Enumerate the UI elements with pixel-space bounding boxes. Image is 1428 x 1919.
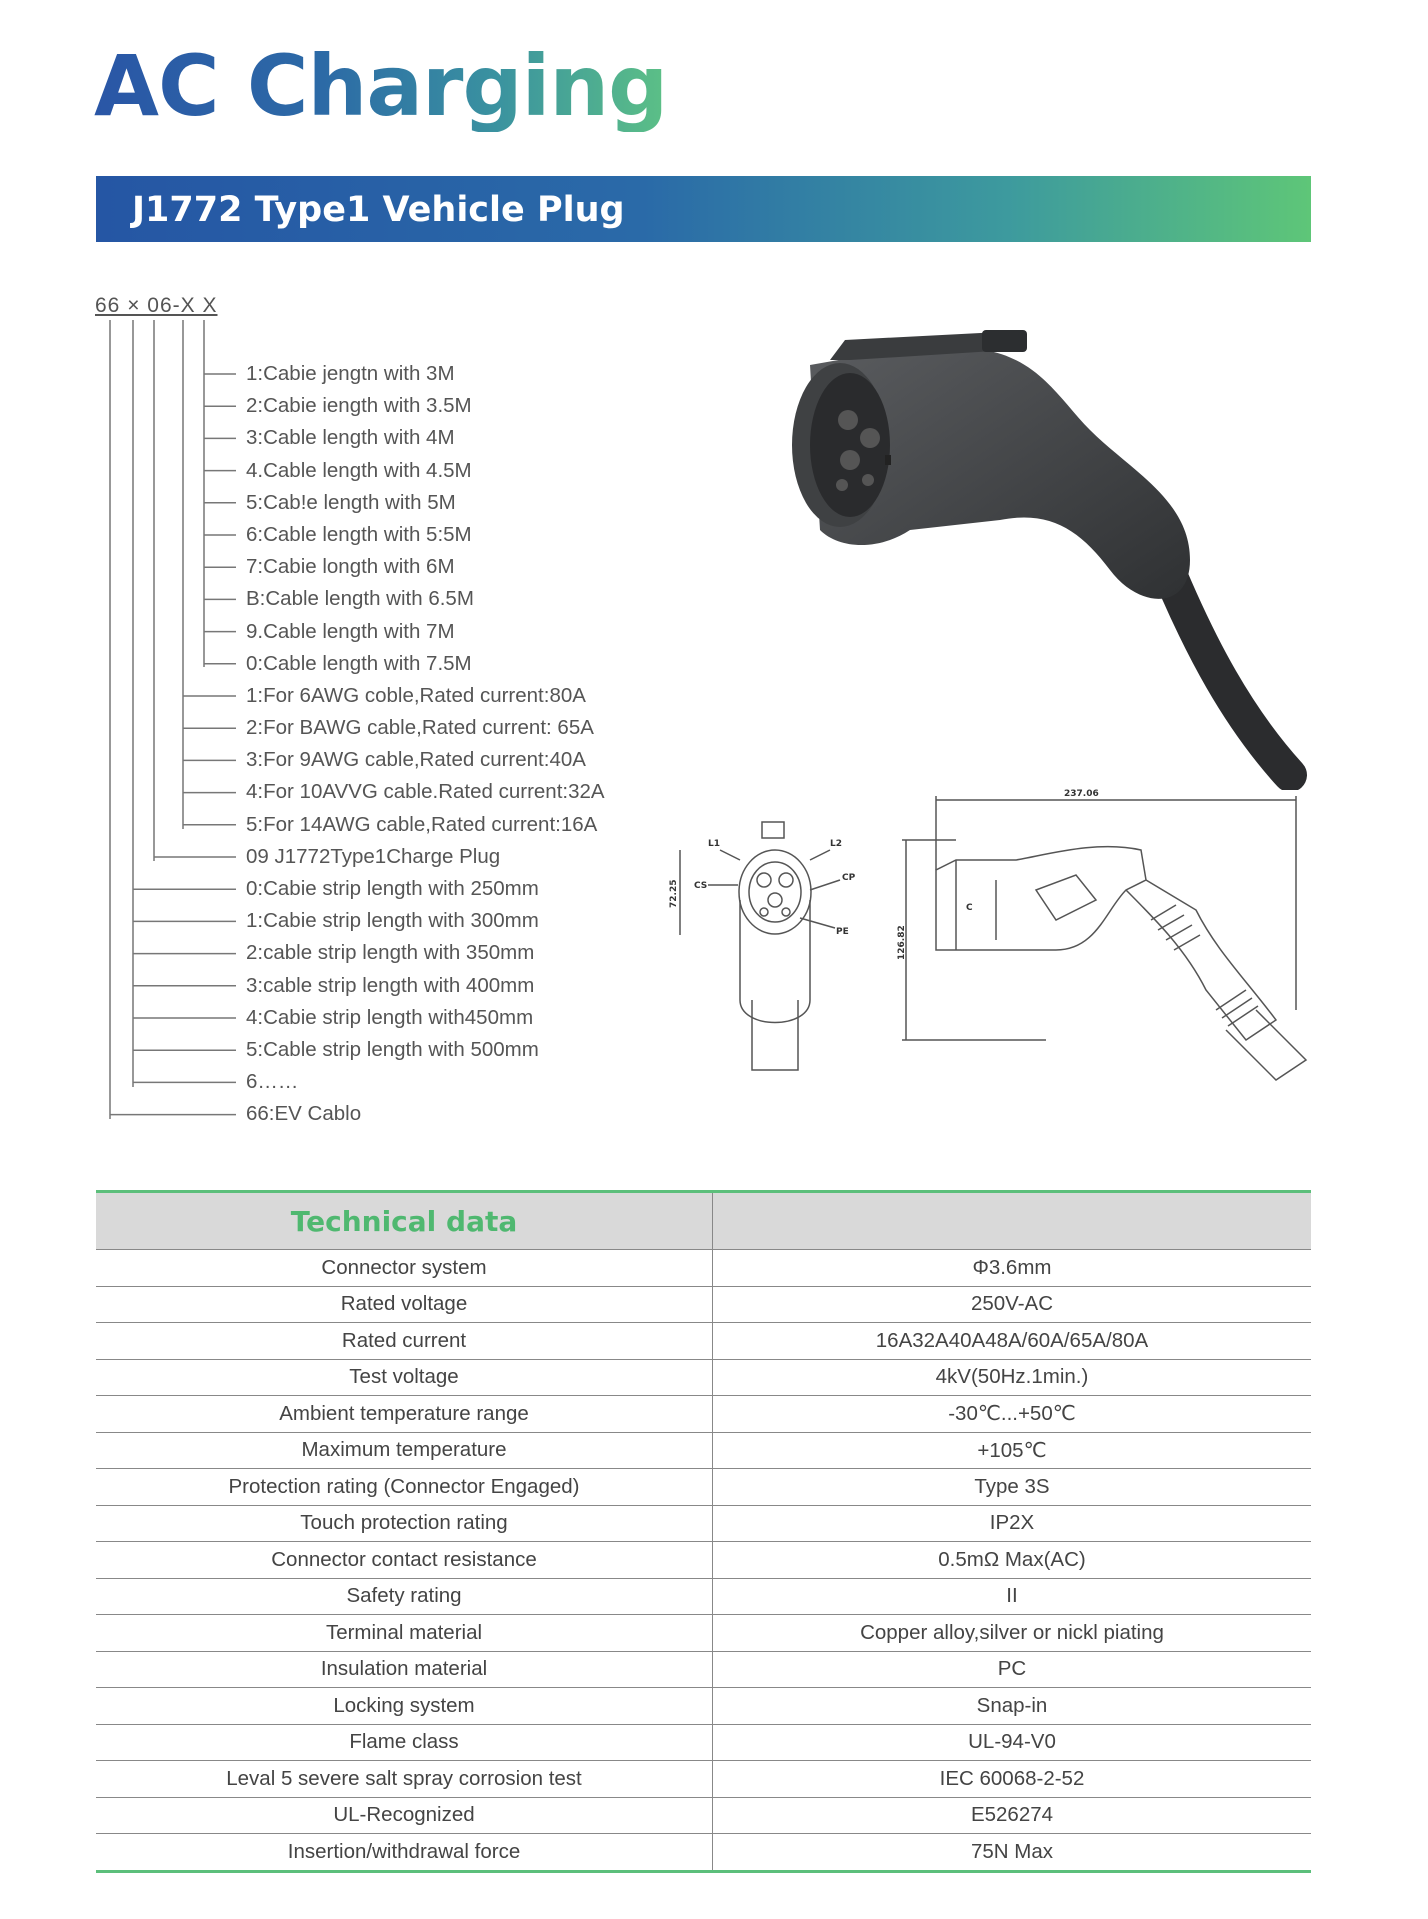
code-option-item: 7:Cabie longth with 6M (246, 555, 455, 579)
label-cs: CS (694, 881, 708, 891)
spec-label: Rated current (96, 1323, 713, 1360)
code-option-item: 6…… (246, 1070, 299, 1094)
table-row (96, 1323, 1311, 1360)
table-row (96, 1688, 1311, 1725)
table-row (96, 1396, 1311, 1433)
spec-value: Type 3S (713, 1469, 1312, 1506)
spec-label: Locking system (96, 1688, 713, 1725)
code-option-item: 0:Cabie strip length with 250mm (246, 877, 539, 900)
table-row (96, 1615, 1311, 1652)
spec-value: 0.5mΩ Max(AC) (713, 1542, 1312, 1579)
spec-label: Touch protection rating (96, 1505, 713, 1542)
spec-value: IEC 60068-2-52 (713, 1761, 1312, 1798)
dim-front-height: 72.25 (669, 879, 679, 908)
spec-label: Terminal material (96, 1615, 713, 1652)
spec-value: UL-94-V0 (713, 1724, 1312, 1761)
code-option-item: 1:Cabie strip length with 300mm (246, 909, 539, 933)
code-option-item: 4:Cabie strip length with450mm (246, 1005, 534, 1029)
table-header-row (96, 1192, 1311, 1250)
table-row (96, 1505, 1311, 1542)
table-row (96, 1834, 1311, 1872)
spec-label: Insertion/withdrawal force (96, 1834, 713, 1872)
spec-label: Safety rating (96, 1578, 713, 1615)
label-l2: L2 (830, 839, 842, 849)
code-tree-connectors (0, 0, 260, 1140)
code-option-item: 9.Cable length with 7M (246, 619, 455, 643)
code-option-item: 6:Cable length with 5:5M (246, 522, 472, 546)
model-code: 66 × 06-X X (95, 294, 218, 317)
code-option-item: B:Cable length with 6.5M (246, 587, 474, 611)
label-cp: CP (842, 873, 856, 883)
code-option-item: 4:For 10AVVG cable.Rated current:32A (246, 780, 605, 804)
section-banner-title: J1772 Type1 Vehicle Plug (132, 190, 625, 230)
spec-label: Ambient temperature range (96, 1396, 713, 1433)
spec-label: UL-Recognized (96, 1797, 713, 1834)
spec-value: +105℃ (713, 1432, 1312, 1469)
table-row (96, 1761, 1311, 1798)
code-option-item: 3:Cable length with 4M (246, 426, 455, 450)
spec-label: Protection rating (Connector Engaged) (96, 1469, 713, 1506)
table-row (96, 1286, 1311, 1323)
spec-value: E526274 (713, 1797, 1312, 1834)
spec-value: II (713, 1578, 1312, 1615)
spec-label: Test voltage (96, 1359, 713, 1396)
code-option-item: 1:For 6AWG coble,Rated current:80A (246, 683, 586, 707)
spec-label: Connector contact resistance (96, 1542, 713, 1579)
front-view-drawing (660, 800, 880, 1100)
label-pe: PE (836, 927, 849, 937)
table-row (96, 1724, 1311, 1761)
dim-side-width: 237.06 (1064, 789, 1099, 799)
code-option-item: 5:Cab!e length with 5M (246, 490, 456, 514)
table-row (96, 1651, 1311, 1688)
table-row (96, 1250, 1311, 1287)
code-option-item: 2:cable strip length with 350mm (246, 941, 535, 965)
spec-value: -30℃...+50℃ (713, 1396, 1312, 1433)
spec-value: 250V-AC (713, 1286, 1312, 1323)
spec-value: 16A32A40A48A/60A/65A/80A (713, 1323, 1312, 1360)
spec-label: Flame class (96, 1724, 713, 1761)
page-title: AC Charging (94, 37, 668, 135)
code-option-item: 09 J1772Type1Charge Plug (246, 844, 501, 868)
spec-value: IP2X (713, 1505, 1312, 1542)
spec-value: PC (713, 1651, 1312, 1688)
code-option-list (246, 360, 605, 1133)
code-option-item: 5:For 14AWG cable,Rated current:16A (246, 812, 598, 836)
code-option-item: 5:Cable strip length with 500mm (246, 1037, 539, 1061)
spec-label: Maximum temperature (96, 1432, 713, 1469)
spec-label: Rated voltage (96, 1286, 713, 1323)
label-l1: L1 (708, 839, 720, 849)
side-view-label: C (966, 903, 973, 913)
spec-value: Copper alloy,silver or nickl piating (713, 1615, 1312, 1652)
spec-label: Leval 5 severe salt spray corrosion test (96, 1761, 713, 1798)
table-heading: Technical data (96, 1192, 713, 1250)
spec-label: Insulation material (96, 1651, 713, 1688)
code-option-item: 2:Cabie iength with 3.5M (246, 394, 472, 418)
technical-data-table (96, 1190, 1311, 1873)
code-option-item: 66:EV Cablo (246, 1102, 362, 1126)
side-view-drawing (896, 780, 1366, 1110)
section-banner (96, 176, 1311, 242)
spec-value: Snap-in (713, 1688, 1312, 1725)
code-option-item: 3:cable strip length with 400mm (246, 973, 535, 997)
code-option-item: 3:For 9AWG cable,Rated current:40A (246, 748, 586, 772)
code-option-item: 1:Cabie jengtn with 3M (246, 362, 455, 385)
plug-photo (760, 320, 1320, 790)
code-option-item: 0:Cable length with 7.5M (246, 651, 472, 675)
table-heading-empty (713, 1192, 1312, 1250)
spec-label: Connector system (96, 1250, 713, 1287)
table-row (96, 1797, 1311, 1834)
code-option-item: 2:For BAWG cable,Rated current: 65A (246, 716, 594, 740)
table-row (96, 1578, 1311, 1615)
table-row (96, 1469, 1311, 1506)
spec-value: 75N Max (713, 1834, 1312, 1872)
table-row (96, 1359, 1311, 1396)
code-option-item: 4.Cable length with 4.5M (246, 458, 472, 482)
table-row (96, 1542, 1311, 1579)
table-row (96, 1432, 1311, 1469)
spec-value: Φ3.6mm (713, 1250, 1312, 1287)
spec-value: 4kV(50Hz.1min.) (713, 1359, 1312, 1396)
dim-side-height: 126.82 (897, 925, 907, 960)
